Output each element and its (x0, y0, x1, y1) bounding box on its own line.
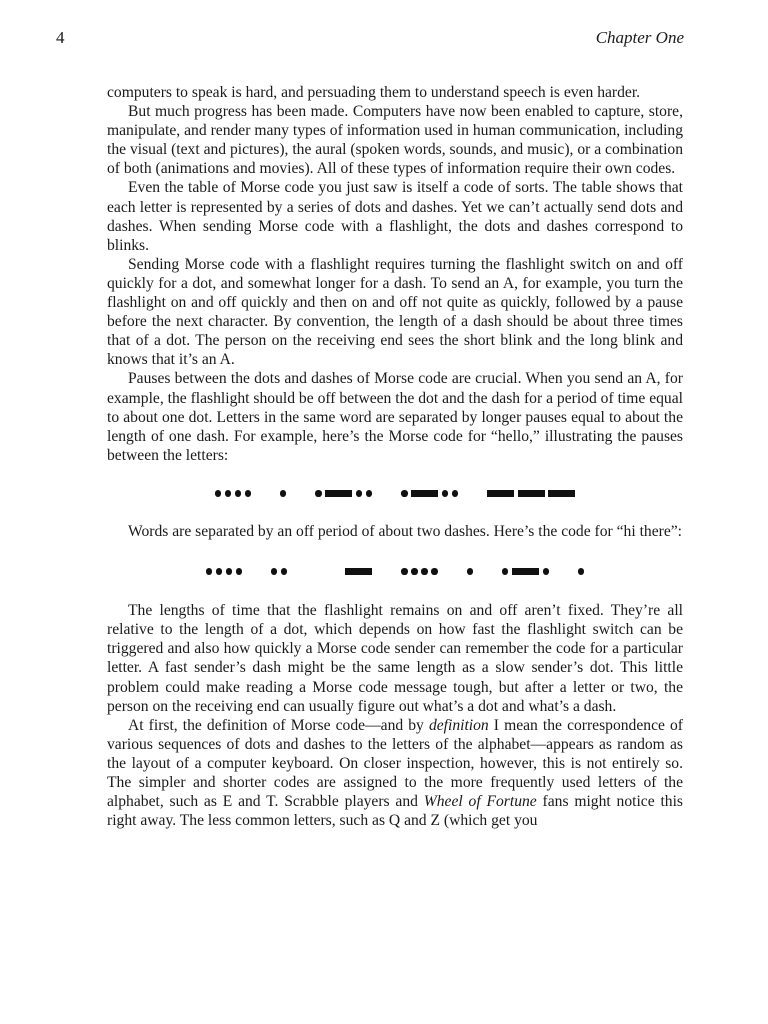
text-segment: I mean the correspondence of various sequences of dots and dashes to the letters of the alphabet—appears as random as the layout of a computer keyboard. On closer inspection, however, this is not entirely so. The simpler and shorter codes are assigned to the more frequently used letters of the alphabet, such as E and T. Scrabble players and (107, 716, 683, 811)
morse-dot (452, 490, 458, 496)
morse-dot (366, 490, 372, 496)
morse-dash (325, 490, 352, 496)
morse-letter (315, 490, 372, 496)
morse-dot (315, 490, 321, 496)
morse-dot (421, 568, 427, 574)
morse-letter (206, 568, 242, 574)
morse-dash (518, 490, 545, 496)
morse-letter (502, 568, 549, 574)
paragraph-1: computers to speak is hard, and persuading them to understand speech is even harder. (107, 84, 641, 101)
morse-dot (206, 568, 212, 574)
morse-letter (401, 490, 458, 496)
morse-dot (401, 568, 407, 574)
paragraph-6: Words are separated by an off period of about two dashes. Here’s the code for “hi there”: (128, 522, 682, 540)
morse-dot (502, 568, 508, 574)
morse-letter (467, 568, 473, 574)
page-number: 4 (56, 28, 65, 47)
morse-dash (512, 568, 539, 574)
morse-letter (271, 568, 287, 574)
morse-dash (411, 490, 438, 496)
paragraph-8 (107, 716, 683, 831)
morse-dot (235, 490, 241, 496)
morse-dot (271, 568, 277, 574)
morse-dot (225, 490, 231, 496)
italic-segment: Wheel of Fortune (423, 793, 537, 811)
running-head: Chapter One (595, 28, 684, 47)
morse-letter (487, 490, 575, 496)
paragraph-3: Even the table of Morse code you just saw is itself a code of sorts. The table shows that each letter is represented by a series of dots and dashes. Yet we can’t actually send dots and dashes. When sending Morse code with a flashlight, the dots and dashes correspond to blinks. (107, 179, 683, 254)
morse-dash (548, 490, 575, 496)
morse-dot (215, 490, 221, 496)
morse-dot (442, 490, 448, 496)
paragraph-4: Sending Morse code with a flashlight requires turning the flashlight switch on and off quickly for a dot, and somewhat longer for a dash. To send an A, for example, you turn the flashlight on and off quickly and then on and off not quite as quickly, followed by a pause before the next character. By convention, the length of a dash should be about three times that of a dot. The person on the receiving end sees the short blink and the long blink and knows that it’s an A. (107, 255, 683, 369)
morse-letter (578, 568, 584, 574)
morse-dash (345, 568, 372, 574)
morse-dot (467, 568, 473, 574)
morse-dot (226, 568, 232, 574)
text-segment: At first, the definition of Morse code—and by (128, 716, 429, 734)
morse-hi-there (107, 562, 683, 581)
morse-dot (411, 568, 417, 574)
morse-dot (216, 568, 222, 574)
morse-letter (401, 568, 437, 574)
paragraph-2: But much progress has been made. Computers have now been enabled to capture, store, manipulate, and render many types of information used in human communication, including the visual (text and pictures), the aural (spoken words, sounds, and music), or a combination of both (animations and movies). All of these types of information require their own codes. (107, 103, 683, 178)
morse-dot (236, 568, 242, 574)
morse-letter (345, 568, 372, 574)
morse-dot (431, 568, 437, 574)
paragraph-5: Pauses between the dots and dashes of Morse code are crucial. When you send an A, for example, the flashlight should be off between the dot and the dash for a period of time equal to about one dot. Letters in the same word are separated by longer pauses equal to about the length of one dash. For example, here’s the Morse code for “hello,” illustrating the pauses between the letters: (107, 370, 683, 464)
morse-dot (356, 490, 362, 496)
morse-dot (245, 490, 251, 496)
italic-segment: definition (428, 716, 489, 734)
paragraph-7: The lengths of time that the flashlight remains on and off aren’t fixed. They’re all relative to the length of a dot, which depends on how fast the flashlight switch can be triggered and also how quickly a Morse code sender can remember the code for a particular letter. A fast sender’s dash might be the same length as a slow sender’s dot. This little problem could make reading a Morse code message tough, but after a letter or two, the person on the receiving end can usually figure out what’s a dot and what’s a dash. (107, 602, 683, 715)
morse-letter (280, 490, 286, 496)
morse-dot (281, 568, 287, 574)
morse-letter (215, 490, 251, 496)
morse-dot (543, 568, 549, 574)
morse-dash (487, 490, 514, 496)
body-text (107, 83, 683, 830)
morse-hello (107, 484, 683, 503)
text-segment: fans might notice this right away. The less common letters, such as Q and Z (which get you (107, 793, 683, 830)
morse-dot (280, 490, 286, 496)
morse-dot (401, 490, 407, 496)
morse-dot (578, 568, 584, 574)
